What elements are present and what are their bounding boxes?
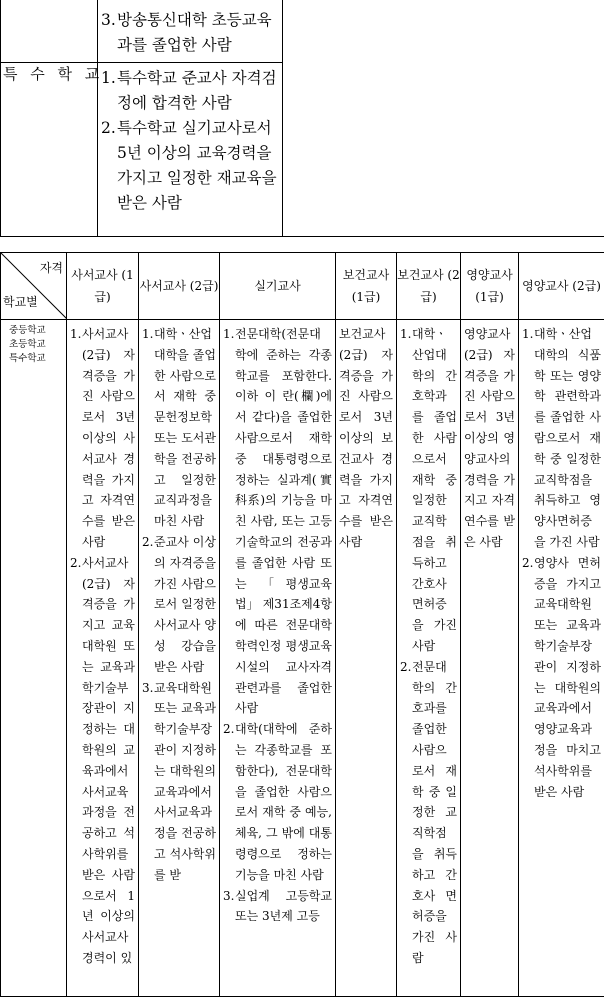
requirements-cell [519, 320, 604, 997]
top-table [0, 0, 604, 236]
school-type: 초등학교 [9, 338, 66, 352]
requirements-cell [461, 320, 519, 997]
item-number: 3. [101, 8, 116, 33]
special-school-requirements [101, 66, 279, 216]
requirements-cell [336, 320, 397, 997]
school-type: 중등학교 [9, 324, 66, 338]
requirements-cell [67, 320, 139, 997]
list-item [142, 324, 216, 532]
table-row [1, 320, 604, 997]
corner-label-school: 학교별 [3, 291, 38, 313]
item-number: 1. [223, 324, 234, 345]
requirements-cell [220, 320, 336, 997]
list-item [400, 657, 457, 969]
item-number: 2. [223, 719, 234, 740]
item-number: 1. [101, 66, 116, 91]
item-text: 사서교사(2급) 자격증을 가지고 교육대학원 또는 교육과학기술부장관이 지정하는 대학원의 교육과에서 사서교육과정을 전공하고 석사학위를 받은 사람으로서 1년 이상의 사서교사 경력이 있 [82, 556, 135, 965]
list-item [400, 324, 457, 657]
requirements-cell [139, 320, 220, 997]
item-number: 2. [400, 657, 411, 678]
item-number: 2. [101, 116, 116, 141]
item-text: 전문대학(전문대학에 준하는 각종학교를 포함한다. 이하 이 란(欄)에서 같다)을 졸업한 사람으로서 재학 중 대통령령으로 정하는 실과계(實科系)의 기능을 마친 사람, 또는 고등기술학교의 전공과를 졸업한 사람 또는 「평생교육법」 제31조제4항에 따른 전문대학학력인정 평생교육시설의 교사자격 관련과를 졸업한 사람 [235, 327, 332, 715]
item-text: 대학(대학에 준하는 각종학교를 포함한다), 전문대학을 졸업한 사람으로서 재학 중 예능, 체육, 그 밖에 대통령령으로 정하는 기능을 마친 사람 [235, 722, 332, 882]
item-number: 1. [400, 324, 411, 345]
list-item [522, 324, 601, 553]
item-number: 2. [142, 532, 153, 553]
list-item [142, 532, 216, 678]
row-divider [0, 236, 604, 237]
list-item [522, 553, 601, 803]
list-item [70, 324, 135, 553]
item-text: 대학ㆍ산업대학의 간호학과를 졸업한 사람으로서 재학 중 일정한 교직학점을 취득하고 간호사 면허증을 가진 사람 [412, 327, 457, 653]
item-text: 영양교사(2급) 자격증을 가진 사람으로서 3년 이상의 영양교사의 경력을 가지고 자격연수를 받은 사람 [464, 324, 515, 553]
list-item [223, 886, 332, 928]
border-left [0, 0, 1, 236]
item-text: 사서교사(2급) 자격증을 가진 사람으로서 3년 이상의 사서교사 경력을 가지고 자격연수를 받은 사람 [82, 327, 135, 549]
item-text: 특수학교 준교사 자격검정에 합격한 사람 [117, 69, 277, 112]
item-number: 1. [142, 324, 153, 345]
header-row [1, 253, 604, 320]
column-header: 보건교사 (1급) [336, 253, 397, 320]
column-header: 영양교사 (1급) [461, 253, 519, 320]
item-text: 보건교사(2급) 자격증을 가진 사람으로서 3년 이상의 보건교사 경력을 가지고 자격연수를 받은 사람 [339, 324, 393, 553]
special-school-label: 특 수 학 교 [3, 63, 103, 84]
item-text: 실업계 고등학교 또는 3년제 고등 [235, 889, 332, 924]
item-text: 교육대학원 또는 교육과학기술부장관이 지정하는 대학원의 교육과에서 사서교육과정을 전공하고 석사학위를 받 [154, 681, 216, 882]
corner-header [1, 253, 67, 320]
requirement-item-3 [101, 8, 279, 58]
item-number: 2. [522, 553, 533, 574]
column-divider [97, 0, 98, 236]
requirements-cell [397, 320, 461, 997]
item-text: 준교사 이상의 자격증을 가진 사람으로서 일정한 사서교사 양성 강습을 받은 사람 [154, 535, 216, 674]
column-header: 실기교사 [220, 253, 336, 320]
list-item [223, 719, 332, 885]
qualification-table [0, 252, 604, 997]
item-text: 방송통신대학 초등교육과를 졸업한 사람 [117, 11, 272, 54]
column-divider [282, 0, 283, 236]
corner-label-qualification: 자격 [40, 257, 63, 279]
column-header: 사서교사 (1급) [67, 253, 139, 320]
list-item [223, 324, 332, 719]
item-text: 전문대학의 간호과를 졸업한 사람으로서 재학 중 일정한 교직학점을 취득하고 간호사 면허증을 가진 사람 [412, 660, 457, 965]
column-header: 사서교사 (2급) [139, 253, 220, 320]
column-header: 영양교사 (2급) [519, 253, 604, 320]
item-text: 대학ㆍ산업대학의 식품학 또는 영양학 관련학과를 졸업한 사람으로서 재학 중 일정한 교직학점을 취득하고 영양사면허증을 가진 사람 [534, 327, 601, 549]
school-type: 특수학교 [9, 352, 66, 366]
list-item [142, 678, 216, 886]
item-text: 대학ㆍ산업대학을 졸업한 사람으로서 재학 중 문헌정보학 또는 도서관학을 전공하고 일정한 교직과정을 마친 사람 [154, 327, 216, 528]
list-item [70, 553, 135, 969]
column-header: 보건교사 (2급) [397, 253, 461, 320]
item-number: 3. [223, 886, 234, 907]
school-types-cell [1, 320, 67, 997]
item-text: 영양사 면허증을 가지고 교육대학원 또는 교육과학기술부장관이 지정하는 대학원의 교육과에서 영양교육과정을 마치고 석사학위를 받은 사람 [534, 556, 601, 799]
item-number: 1. [70, 324, 81, 345]
item-number: 2. [70, 553, 81, 574]
item-number: 1. [522, 324, 533, 345]
item-text: 특수학교 실기교사로서 5년 이상의 교육경력을 가지고 일정한 재교육을 받은 사람 [117, 119, 277, 212]
item-number: 3. [142, 678, 153, 699]
